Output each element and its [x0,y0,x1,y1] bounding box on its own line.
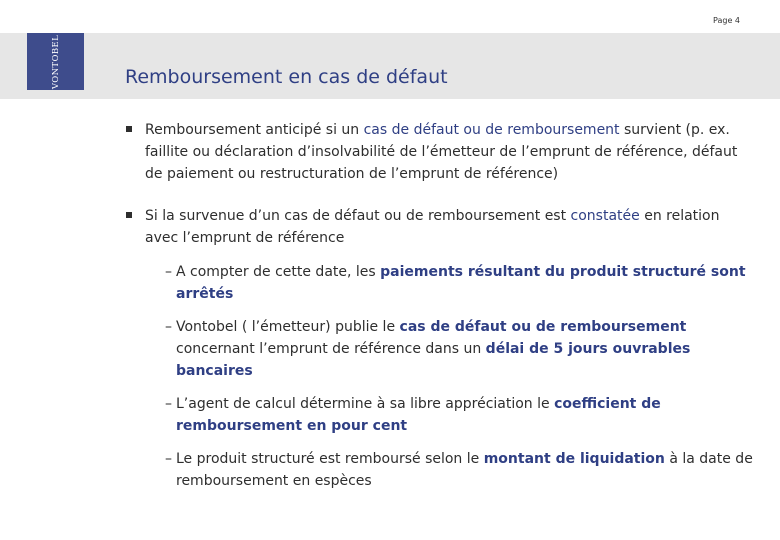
content-body [125,119,755,492]
page-number: Page 4 [713,16,740,25]
dash-marker: – [165,319,172,335]
highlight-constatee: constatée [570,208,640,224]
dash-marker: – [165,396,172,412]
highlight-default-case: cas de défaut ou de remboursement [399,319,687,335]
dash-marker: – [165,264,172,280]
highlight-delay: délai de 5 jours ouvrables bancaires [176,341,691,379]
sub-item-calculation-agent: – L’agent de calcul détermine à sa libre appréciation le coefficient de remboursement en pour cent [165,393,755,437]
bullet-text: Si la survenue d’un cas de défaut ou de remboursement est constatée en relation avec l’emprunt de référence [145,208,720,246]
sub-list [145,261,755,492]
logo-text: VONTOBEL [50,34,61,89]
bullet-square-icon [126,212,132,218]
dash-marker: – [165,451,172,467]
highlight-liquidation: montant de liquidation [483,451,665,467]
bullet-text: Remboursement anticipé si un cas de défaut ou de remboursement survient (p. ex. faillite ou déclaration d’insolvabilité de l’émetteur de l’emprunt de référence, défaut de paiement ou restructuration de l’emprunt de référence) [145,122,738,182]
sub-item-payments-stopped: – A compter de cette date, les paiements résultant du produit structuré sont arrêtés [165,261,755,305]
sub-item-vontobel-publishes: – Vontobel ( l’émetteur) publie le cas de défaut ou de remboursement concernant l’emprunt de référence dans un délai de 5 jours ouvrables bancaires [165,316,755,382]
highlight-payments: paiements résultant du produit structuré sont arrêtés [176,264,746,302]
slide-title: Remboursement en cas de défaut [125,66,448,88]
vontobel-logo [27,33,84,90]
highlight-coefficient: coefficient de remboursement en pour cent [176,396,661,434]
highlight-default-event: cas de défaut ou de remboursement [363,122,620,138]
bullet-early-repayment [125,119,755,185]
bullet-occurrence [125,205,755,492]
sub-item-product-redeemed: – Le produit structuré est remboursé selon le montant de liquidation à la date de remboursement en espèces [165,448,755,492]
bullet-square-icon [126,126,132,132]
